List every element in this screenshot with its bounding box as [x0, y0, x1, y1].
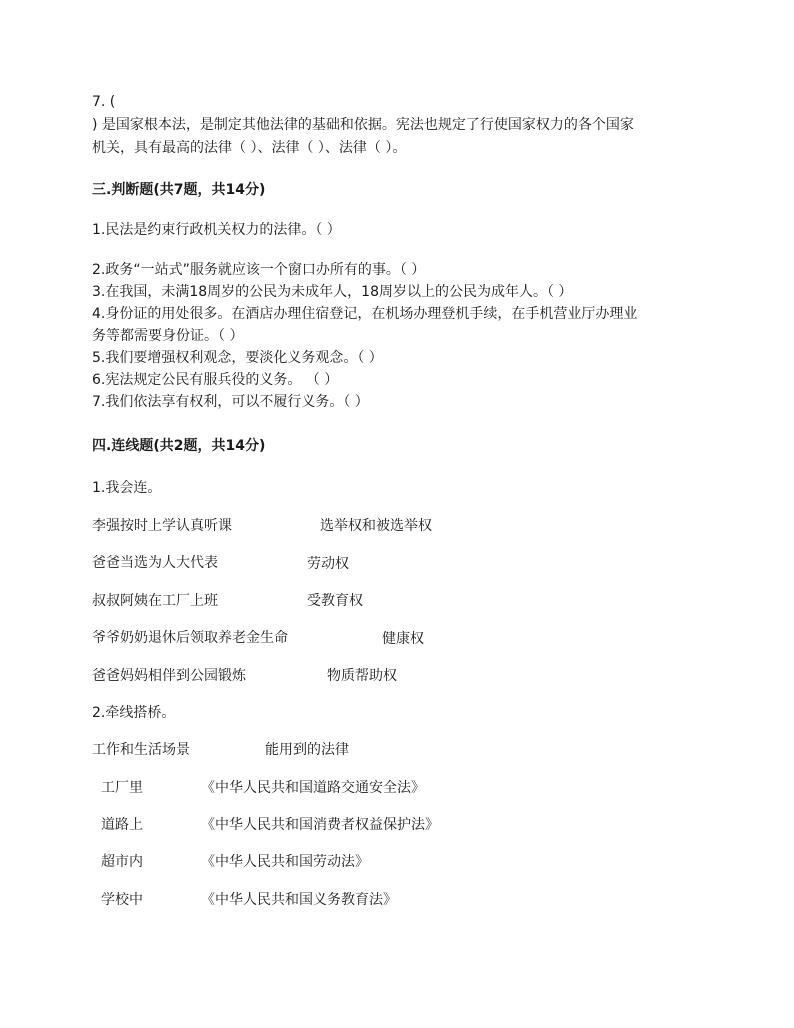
judgment-item-4-cont: 务等都需要身份证。（ ） [92, 328, 244, 344]
judgment-item-5: 5.我们要增强权利观念，要淡化义务观念。（ ） [92, 350, 383, 366]
match2-right-4: 《中华人民共和国义务教育法》 [201, 892, 397, 908]
match2-right-2: 《中华人民共和国消费者权益保护法》 [201, 817, 439, 833]
match1-right-1: 选举权和被选举权 [320, 518, 432, 534]
q7-line2: ) 是国家根本法，是制定其他法律的基础和依据。宪法也规定了行使国家权力的各个国家 [92, 117, 634, 133]
match1-right-4: 健康权 [382, 631, 424, 647]
q7-line3: 机关，具有最高的法律（ ）、法律（ ）、法律（ ）。 [92, 140, 407, 156]
match1-right-5: 物质帮助权 [327, 668, 397, 684]
match2-left-3: 超市内 [101, 854, 143, 870]
judgment-item-1: 1.民法是约束行政机关权力的法律。（ ） [92, 222, 341, 238]
match1-left-5: 爸爸妈妈相伴到公园锻炼 [92, 668, 246, 684]
match2-header-left: 工作和生活场景 [92, 742, 190, 758]
match1-left-2: 爸爸当选为人大代表 [92, 555, 218, 571]
section3-heading: 三.判断题(共7题，共14分) [92, 182, 266, 198]
match2-left-4: 学校中 [101, 892, 143, 908]
match1-right-3: 受教育权 [307, 593, 363, 609]
match2-left-1: 工厂里 [101, 780, 143, 796]
match2-header-right: 能用到的法律 [265, 742, 349, 758]
judgment-item-7: 7.我们依法享有权利，可以不履行义务。（ ） [92, 394, 369, 410]
match2-left-2: 道路上 [101, 817, 143, 833]
match1-left-1: 李强按时上学认真听课 [92, 518, 232, 534]
q7-line1: 7. ( [92, 94, 116, 110]
match1-right-2: 劳动权 [307, 556, 349, 572]
judgment-item-3: 3.在我国，未满18周岁的公民为未成年人，18周岁以上的公民为成年人。（ ） [92, 284, 573, 300]
match1-title: 1.我会连。 [92, 480, 162, 496]
match1-left-3: 叔叔阿姨在工厂上班 [92, 593, 218, 609]
match2-right-3: 《中华人民共和国劳动法》 [201, 854, 369, 870]
judgment-item-6: 6.宪法规定公民有服兵役的义务。 （ ） [92, 372, 339, 388]
section4-heading: 四.连线题(共2题，共14分) [92, 438, 266, 454]
judgment-item-2: 2.政务“一站式”服务就应该一个窗口办所有的事。（ ） [92, 262, 426, 278]
match1-left-4: 爷爷奶奶退休后领取养老金生命 [92, 630, 288, 646]
match2-title: 2.牵线搭桥。 [92, 705, 176, 721]
judgment-item-4: 4.身份证的用处很多。在酒店办理住宿登记，在机场办理登机手续，在手机营业厅办理业 [92, 306, 638, 322]
match2-right-1: 《中华人民共和国道路交通安全法》 [201, 780, 425, 796]
